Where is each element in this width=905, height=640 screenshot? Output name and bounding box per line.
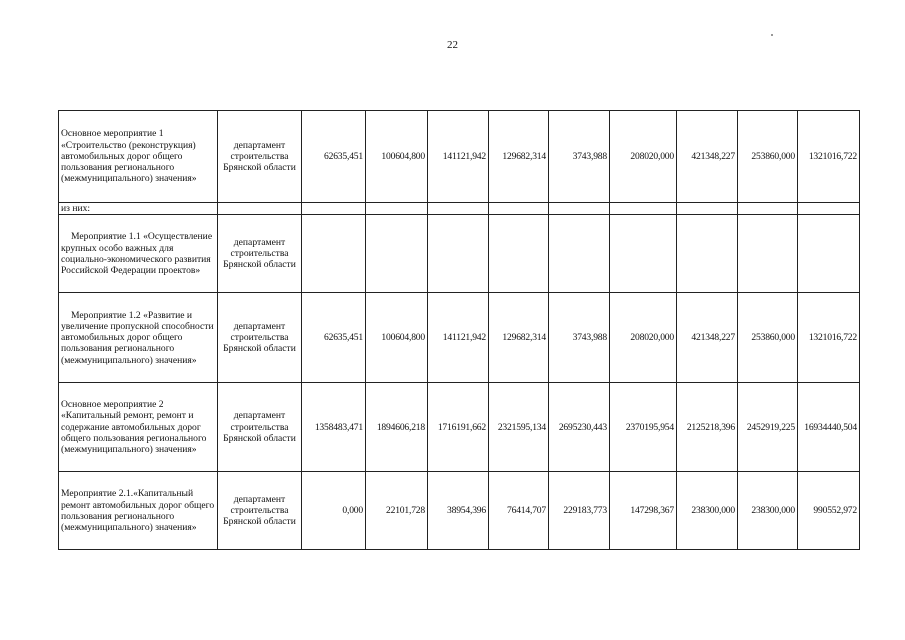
value-cell <box>677 215 738 293</box>
value-cell: 76414,707 <box>489 472 549 550</box>
value-cell: 141121,942 <box>428 111 489 203</box>
row-name: Основное мероприятие 1 «Строительство (реконструкция) автомобильных дорог общего пользования регионального (межмуниципального) значения» <box>59 111 218 203</box>
row-executor <box>218 203 302 215</box>
row-executor: департамент строительства Брянской области <box>218 472 302 550</box>
value-cell: 2452919,225 <box>738 383 798 472</box>
table-row <box>59 215 860 293</box>
value-cell <box>677 203 738 215</box>
value-cell: 1894606,218 <box>366 383 428 472</box>
value-cell: 421348,227 <box>677 293 738 383</box>
value-cell: 2370195,954 <box>610 383 677 472</box>
value-cell <box>366 203 428 215</box>
scan-dot <box>771 34 773 36</box>
value-cell: 421348,227 <box>677 111 738 203</box>
value-cell: 208020,000 <box>610 111 677 203</box>
row-name: Мероприятие 1.1 «Осуществление крупных особо важных для социально-экономического развития Российской Федерации проектов» <box>59 215 218 293</box>
value-cell: 2125218,396 <box>677 383 738 472</box>
value-cell: 100604,800 <box>366 293 428 383</box>
value-cell <box>798 203 860 215</box>
value-cell <box>366 215 428 293</box>
row-executor: департамент строительства Брянской области <box>218 215 302 293</box>
value-cell <box>610 215 677 293</box>
value-cell: 2695230,443 <box>549 383 610 472</box>
value-cell: 100604,800 <box>366 111 428 203</box>
row-name: из них: <box>59 203 218 215</box>
value-cell: 253860,000 <box>738 111 798 203</box>
row-name: Мероприятие 2.1.«Капитальный ремонт автомобильных дорог общего пользования регионального (межмуниципального) значения» <box>59 472 218 550</box>
value-cell <box>610 203 677 215</box>
value-cell: 3743,988 <box>549 111 610 203</box>
value-cell <box>302 203 366 215</box>
value-cell: 141121,942 <box>428 293 489 383</box>
page-number: 22 <box>447 39 458 51</box>
value-cell: 1321016,722 <box>798 293 860 383</box>
value-cell: 990552,972 <box>798 472 860 550</box>
value-cell: 0,000 <box>302 472 366 550</box>
row-executor: департамент строительства Брянской области <box>218 111 302 203</box>
value-cell: 253860,000 <box>738 293 798 383</box>
value-cell: 38954,396 <box>428 472 489 550</box>
value-cell <box>549 203 610 215</box>
value-cell: 1358483,471 <box>302 383 366 472</box>
value-cell <box>489 215 549 293</box>
value-cell: 16934440,504 <box>798 383 860 472</box>
table-row <box>59 111 860 203</box>
table-row <box>59 383 860 472</box>
value-cell: 1321016,722 <box>798 111 860 203</box>
budget-table <box>58 110 860 550</box>
table-row <box>59 293 860 383</box>
value-cell <box>302 215 366 293</box>
value-cell: 2321595,134 <box>489 383 549 472</box>
value-cell: 22101,728 <box>366 472 428 550</box>
row-name: Основное мероприятие 2 «Капитальный ремонт, ремонт и содержание автомобильных дорог общего пользования регионального (межмуниципального) значения» <box>59 383 218 472</box>
value-cell <box>428 215 489 293</box>
table-row <box>59 203 860 215</box>
value-cell <box>738 203 798 215</box>
row-executor: департамент строительства Брянской области <box>218 293 302 383</box>
value-cell: 62635,451 <box>302 111 366 203</box>
value-cell <box>489 203 549 215</box>
row-name: Мероприятие 1.2 «Развитие и увеличение пропускной способности автомобильных дорог общего пользования регионального (межмуниципального) значения» <box>59 293 218 383</box>
value-cell: 1716191,662 <box>428 383 489 472</box>
value-cell: 229183,773 <box>549 472 610 550</box>
value-cell: 238300,000 <box>738 472 798 550</box>
value-cell: 238300,000 <box>677 472 738 550</box>
value-cell <box>549 215 610 293</box>
table-row <box>59 472 860 550</box>
value-cell: 3743,988 <box>549 293 610 383</box>
value-cell: 62635,451 <box>302 293 366 383</box>
value-cell: 147298,367 <box>610 472 677 550</box>
value-cell <box>798 215 860 293</box>
row-executor: департамент строительства Брянской области <box>218 383 302 472</box>
value-cell: 129682,314 <box>489 111 549 203</box>
value-cell <box>428 203 489 215</box>
value-cell <box>738 215 798 293</box>
value-cell: 208020,000 <box>610 293 677 383</box>
value-cell: 129682,314 <box>489 293 549 383</box>
